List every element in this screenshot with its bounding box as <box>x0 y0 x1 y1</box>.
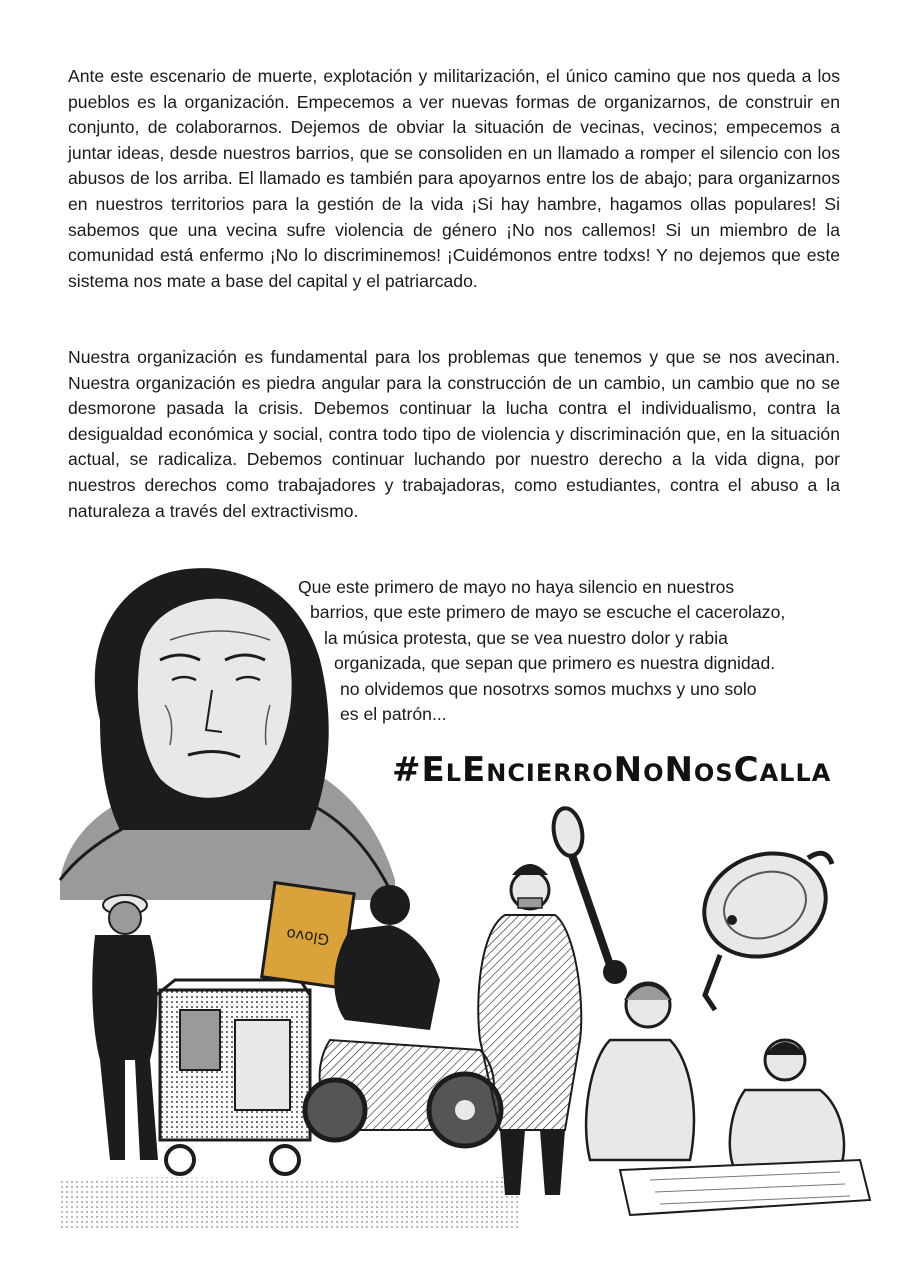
quote-line: Que este primero de mayo no haya silencio en nuestros <box>298 577 735 597</box>
paragraph-organization: Nuestra organización es fundamental para los problemas que tenemos y que se nos avecinan. Nuestra organización es piedra angular para la construcción de un cambio, un cambio que no se desmorone pasada la crisis. Debemos continuar la lucha contra el individualismo, contra la desigualdad económica y social, contra todo tipo de violencia y discriminación que, en la situación actual, se radicaliza. Debemos continuar luchando por nuestro derecho a la vida digna, por nuestros derechos como trabajadores y trabajadoras, como estudiantes, contra el abuso a la naturaleza a través del extractivismo. <box>68 347 840 521</box>
cooking-pot <box>690 837 841 1010</box>
quote-line: barrios, que este primero de mayo se escuche el cacerolazo, <box>310 602 786 623</box>
quote-line: es el patrón... <box>340 704 447 725</box>
glovo-box-label: Glovo <box>285 924 331 949</box>
paragraph-intro: Ante este escenario de muerte, explotación y militarización, el único camino que nos queda a los pueblos es la organización. Empecemos a ver nuevas formas de organizarnos, de construir en conjunto, de colaborarnos. Dejemos de obviar la situación de vecinas, vecinos; empecemos a juntar ideas, desde nuestros barrios, que se consoliden en un llamado a romper el silencio con los abusos de los arriba. El llamado es también para apoyarnos entre los de abajo; para organizarnos en nuestros territorios para la gestión de la vida ¡Si hay hambre, hagamos ollas populares! Si sabemos que una vecina sufre violencia de género ¡No nos callemos! Si un miembro de la comunidad está enfermo ¡No lo discriminemos! ¡Cuidémonos entre todxs! Y no dejemos que este sistema nos mate a base del capital y el patriarcado. <box>68 66 840 291</box>
health-worker <box>478 864 581 1195</box>
quote-line: no olvidemos que nosotrxs somos muchxs y uno solo <box>340 678 757 699</box>
elderly-woman-portrait <box>60 568 395 900</box>
quote-line: la música protesta, que se vea nuestro dolor y rabia <box>324 627 728 648</box>
children-studying <box>586 983 870 1215</box>
quote-line: organizada, que sepan que primero es nuestra dignidad. <box>334 653 776 674</box>
hashtag-title: #ElEncierroNoNosCalla <box>392 750 832 790</box>
